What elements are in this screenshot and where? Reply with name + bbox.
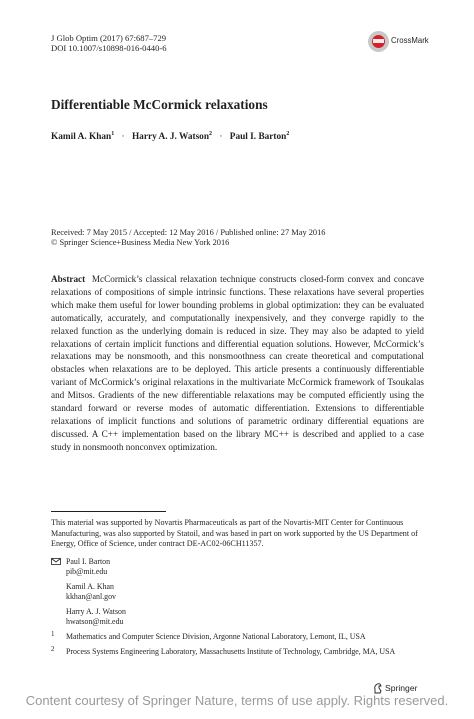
abstract-text: McCormick’s classical relaxation technique constructs closed-form convex and concave relaxations of compositions of simple intrinsic functions. These relaxations have several properties which make them useful for lower bounding problems in global optimization: they can be evaluated automatically, accurately, and computationally inexpensively, and they converge rapidly to the relaxed function as the underlying domain is reduced in size. They may also be adapted to yield relaxations of certain implicit functions and differential equation solutions. However, McCormick’s relaxations may be nonsmooth, and this nonsmoothness can create theoretical and computational obstacles when relaxations are to be deployed. This article presents a continuously differentiable variant of McCormick’s original relaxations in the multivariate McCormick framework of Tsoukalas and Mitsos. Gradients of the new differentiable relaxations may be computed efficiently using the standard forward or reverse modes of automatic differentiation. Extensions to differentiable relaxations of implicit functions and solutions of parametric ordinary differential equations are discussed. A C++ implementation based on the library MC++ is described and applied to a case study in nonsmooth nonconvex optimization. <box>51 274 425 452</box>
abstract-heading: Abstract <box>51 274 86 284</box>
envelope-icon <box>51 558 61 565</box>
paper-title: Differentiable McCormick relaxations <box>51 97 268 112</box>
footnote-divider <box>51 511 166 512</box>
author-list <box>51 131 289 142</box>
author-name: Paul I. Barton <box>229 132 287 142</box>
author-affiliation-marker: 2 <box>209 131 213 137</box>
affiliation-text: Mathematics and Computer Science Division, Argonne National Laboratory, Lemont, IL, USA <box>66 632 366 641</box>
funding-note: This material was supported by Novartis Pharmaceuticals as part of the Novartis-MIT Center for Continuous Manufacturing, was also supported by Statoil, and was based in part on work supported by the US Department of Energy, Office of Science, under contract DE-AC02-06CH11357. <box>51 518 418 549</box>
author-separator: · <box>219 132 223 142</box>
abstract <box>51 273 424 454</box>
copyright-notice: © Springer Science+Business Media New York 2016 <box>51 238 230 247</box>
author-name: Kamil A. Khan <box>51 132 112 142</box>
affiliation-text: Process Systems Engineering Laboratory, Massachusetts Institute of Technology, Cambridge, MA, USA <box>66 647 396 656</box>
affiliation-number: 1 <box>51 630 55 638</box>
publication-dates: Received: 7 May 2015 / Accepted: 12 May 2016 / Published online: 27 May 2016 <box>51 228 326 237</box>
author-affiliation-marker: 2 <box>286 131 290 137</box>
contact-email[interactable]: kkhan@anl.gov <box>66 592 116 601</box>
publisher-name: Springer <box>385 683 418 693</box>
affiliation-number: 2 <box>51 645 55 653</box>
author-affiliation-marker: 1 <box>111 131 115 137</box>
author-name: Harry A. J. Watson <box>131 132 210 142</box>
journal-citation: J Glob Optim (2017) 67:687–729 <box>51 33 167 43</box>
author-separator: · <box>121 132 125 142</box>
crossmark-icon <box>368 31 389 52</box>
crossmark-label: CrossMark <box>391 36 429 45</box>
contact-name: Paul I. Barton <box>66 557 111 566</box>
crossmark-badge[interactable] <box>368 31 440 53</box>
contact-email[interactable]: pib@mit.edu <box>66 567 108 576</box>
contact-email[interactable]: hwatson@mit.edu <box>66 617 124 626</box>
contact-name: Kamil A. Khan <box>66 582 114 591</box>
watermark-notice: Content courtesy of Springer Nature, terms of use apply. Rights reserved. <box>25 693 449 708</box>
doi[interactable]: DOI 10.1007/s10898-016-0440-6 <box>51 43 167 53</box>
contact-name: Harry A. J. Watson <box>66 607 126 616</box>
